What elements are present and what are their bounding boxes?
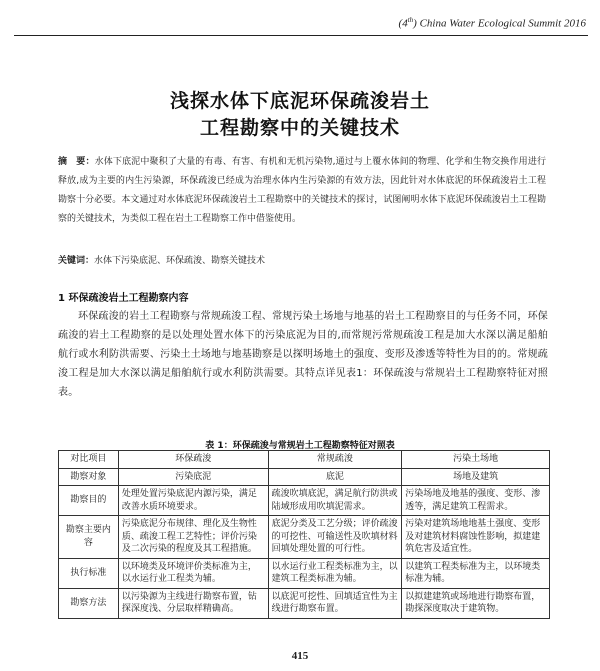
table-caption: 表 1：环保疏浚与常规岩土工程勘察特征对照表 xyxy=(205,441,395,451)
table-row xyxy=(59,588,550,618)
table-cell: 污染底泥 xyxy=(118,468,268,486)
header-edition-num: (4 xyxy=(398,17,408,30)
table-cell: 处理处置污染底泥内源污染，满足改善水质环境要求。 xyxy=(118,486,268,516)
running-header xyxy=(399,16,586,30)
table-header-row xyxy=(59,451,550,469)
abstract xyxy=(58,153,546,229)
table-cell: 以污染源为主线进行勘察布置，钻探深度浅、分层取样精确高。 xyxy=(118,588,268,618)
keywords-text: 水体下污染底泥、环保疏浚、勘察关键技术 xyxy=(94,256,266,266)
abstract-label: 摘 要： xyxy=(58,157,95,167)
comparison-table xyxy=(58,450,550,619)
body-paragraph: 环保疏浚的岩土工程勘察与常规疏浚工程、常规污染土场地与地基的岩土工程勘察目的与任务不同，环保疏浚的岩土工程勘察的是以处理处置水体下的污染底泥为目的,而常规污常规疏浚工程是加大水深以满足船舶航行或水利防洪需要、污染土土场地与地基勘察是以探明场地土的强度、变形及渗透等特性为目的的。常规疏浚工程是加大水深以满足船舶航行或水利防洪需要。其特点详见表1：环保疏浚与常规岩土工程勘察特征对照表。 xyxy=(58,311,548,398)
table-row xyxy=(59,558,550,588)
paper-title-line1: 浅探水体下底泥环保疏浚岩土 xyxy=(169,90,430,112)
table-row-label: 勘察目的 xyxy=(59,486,119,516)
table-row xyxy=(59,516,550,559)
table-header-cell: 污染土场地 xyxy=(402,451,550,469)
table-row-label: 勘察主要内容 xyxy=(59,516,119,559)
table-cell: 场地及建筑 xyxy=(402,468,550,486)
table-cell: 以拟建建筑或场地进行勘察布置，勘探深度取决于建筑物。 xyxy=(402,588,550,618)
keywords xyxy=(58,253,546,266)
table-row-label: 勘察方法 xyxy=(59,588,119,618)
header-edition-rest: ) China Water Ecological Summit 2016 xyxy=(413,17,586,30)
table-header-cell: 常规疏浚 xyxy=(268,451,402,469)
table-cell: 以建筑工程类标准为主，以环境类标准为辅。 xyxy=(402,558,550,588)
table-header-cell: 对比项目 xyxy=(59,451,119,469)
table-row xyxy=(59,486,550,516)
table-cell: 底泥分类及工艺分级；评价疏浚的可挖性、可输送性及吹填材料回填处理处置的可行性。 xyxy=(268,516,402,559)
table-cell: 以底泥可挖性、回填适宜性为主线进行勘察布置。 xyxy=(268,588,402,618)
table-row xyxy=(59,468,550,486)
abstract-text: 水体下底泥中聚积了大量的有毒、有害、有机和无机污染物,通过与上覆水体间的物理、化学和生物交换作用进行释放,成为主要的内生污染源，环保疏浚已经成为治理水体内生污染源的有效方法，因此针对水体底泥的环保疏浚岩土工程勘察十分必要。本文通过对水体底泥环保疏浚岩土工程勘察中的关键技术的探讨，试图阐明水体下底泥环保疏浚岩土工程勘察的关键技术，为类似工程在岩土工程勘察工作中借鉴使用。 xyxy=(58,157,546,224)
table-cell: 以水运行业工程类标准为主，以建筑工程类标准为辅。 xyxy=(268,558,402,588)
table-header-cell: 环保疏浚 xyxy=(118,451,268,469)
table-cell: 以环境类及环境评价类标准为主，以水运行业工程类为辅。 xyxy=(118,558,268,588)
page-number: 415 xyxy=(291,650,309,662)
section-heading: 1 环保疏浚岩土工程勘察内容 xyxy=(58,293,189,304)
header-edition-sup: th xyxy=(407,16,414,24)
table-cell: 污染场地及地基的强度、变形、渗透等，满足建筑工程需求。 xyxy=(402,486,550,516)
table-row-label: 执行标准 xyxy=(59,558,119,588)
table-row-label: 勘察对象 xyxy=(59,468,119,486)
table-cell: 污染底泥分布规律、理化及生物性质、疏浚工程工艺特性；评价污染及二次污染的程度及其工程措施。 xyxy=(118,516,268,559)
keywords-label: 关键词： xyxy=(58,256,95,266)
paper-title-line2: 工程勘察中的关键技术 xyxy=(199,117,400,139)
table-cell: 疏浚吹填底泥，满足航行防洪或陆域形成用吹填泥需求。 xyxy=(268,486,402,516)
table-cell: 污染对建筑场地地基土强度、变形及对建筑材料腐蚀性影响，拟建建筑危害及适宜性。 xyxy=(402,516,550,559)
table-cell: 底泥 xyxy=(268,468,402,486)
